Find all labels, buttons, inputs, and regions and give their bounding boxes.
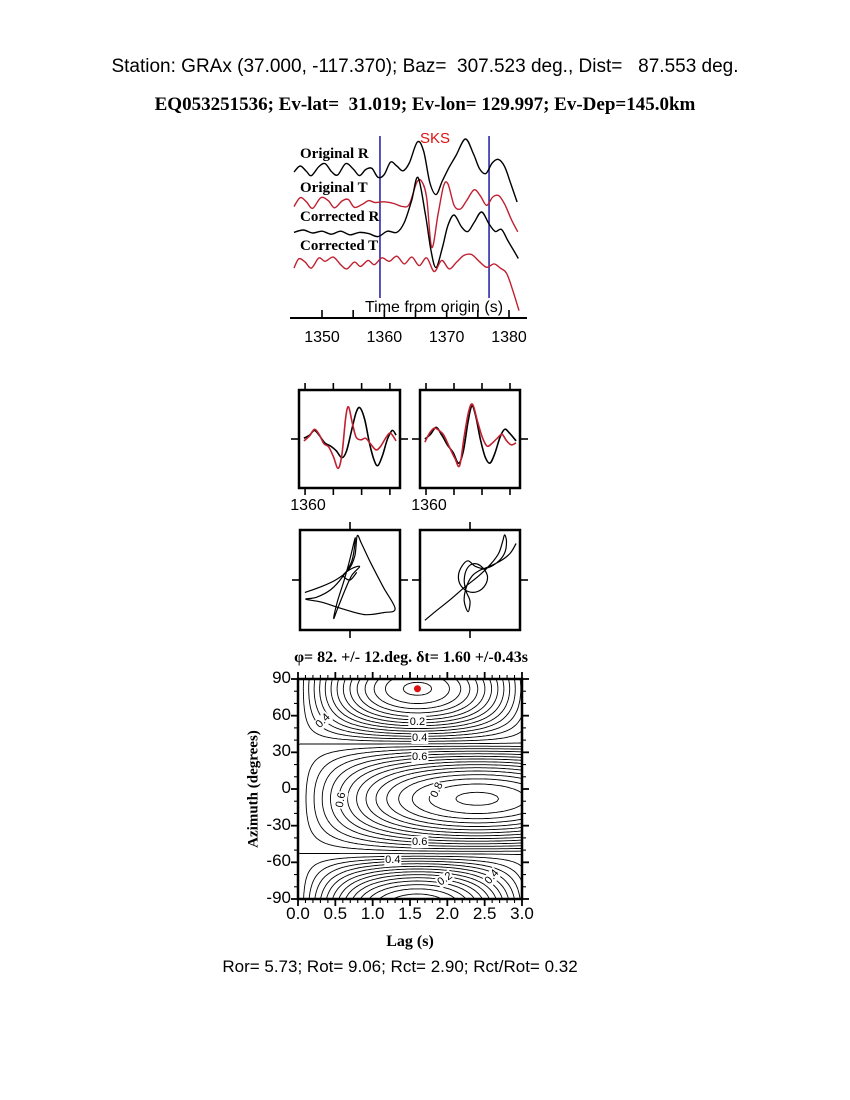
pair-panel-2-tick-label: 1360 bbox=[411, 497, 447, 514]
contour-value-label: 0.4 bbox=[412, 731, 428, 744]
azimuth-tick-label: 60 bbox=[272, 704, 291, 724]
phase-label: SKS bbox=[419, 130, 451, 147]
contour-value-label: 0.8 bbox=[428, 780, 446, 800]
lag-tick-label: 1.5 bbox=[398, 904, 422, 923]
contour-value-label: 0.4 bbox=[312, 710, 333, 731]
waveform-panel bbox=[290, 136, 527, 318]
contour-value-label: 0.2 bbox=[435, 870, 455, 889]
azimuth-tick-label: -30 bbox=[266, 814, 291, 834]
energy-ratio-stats: Ror= 5.73; Rot= 9.06; Rct= 2.90; Rct/Rot= 0.32 bbox=[222, 957, 578, 976]
trace-label-original-r: Original R bbox=[300, 146, 369, 162]
particle-motion-panels bbox=[292, 522, 528, 638]
azimuth-tick-label: 0 bbox=[281, 778, 291, 797]
best-solution-marker bbox=[414, 685, 421, 692]
contour-value-label: 0.4 bbox=[385, 853, 401, 866]
lag-tick-label: 3.0 bbox=[510, 904, 534, 923]
error-surface-ylabel: Azimuth (degrees) bbox=[245, 730, 262, 848]
time-axis-tick-label: 1360 bbox=[366, 329, 403, 346]
particle-motion-path-1 bbox=[305, 535, 395, 618]
azimuth-tick-label: -60 bbox=[266, 851, 291, 871]
contour-value-label: 0.2 bbox=[409, 715, 426, 728]
error-surface-title: φ= 82. +/- 12.deg. δt= 1.60 +/-0.43s bbox=[294, 649, 528, 666]
contour-value-label: 0.6 bbox=[412, 751, 428, 764]
pair-trace-red bbox=[425, 404, 516, 467]
trace-label-corrected-r: Corrected R bbox=[300, 209, 380, 225]
azimuth-tick-label: 90 bbox=[272, 668, 291, 687]
pair-panel-1-tick-label: 1360 bbox=[290, 497, 326, 514]
trace-label-original-t: Original T bbox=[300, 180, 368, 196]
trace-label-corrected-t: Corrected T bbox=[300, 238, 379, 254]
contour-value-label: 0.6 bbox=[412, 835, 428, 848]
error-surface-xlabel: Lag (s) bbox=[386, 933, 434, 950]
azimuth-tick-label: -90 bbox=[266, 888, 291, 907]
time-axis-tick-label: 1370 bbox=[428, 329, 465, 346]
lag-tick-label: 0.5 bbox=[323, 904, 348, 923]
figure-title: Station: GRAx (37.000, -117.370); Baz= 307.523 deg., Dist= 87.553 deg. bbox=[111, 56, 739, 77]
contour-value-label: 0.6 bbox=[334, 791, 349, 809]
error-surface-contours bbox=[298, 679, 522, 899]
particle-motion-path-2 bbox=[425, 535, 516, 620]
figure-subtitle: EQ053251536; Ev-lat= 31.019; Ev-lon= 129.997; Ev-Dep=145.0km bbox=[154, 94, 696, 115]
lag-tick-label: 2.5 bbox=[472, 904, 497, 923]
pair-panels bbox=[291, 383, 528, 495]
lag-tick-label: 1.0 bbox=[360, 904, 385, 923]
time-axis-tick-label: 1380 bbox=[491, 329, 527, 346]
contour-value-label: 0.4 bbox=[482, 867, 502, 887]
lag-tick-label: 2.0 bbox=[435, 904, 460, 923]
time-axis-tick-label: 1350 bbox=[304, 329, 340, 346]
pair-trace-black bbox=[304, 407, 396, 465]
lag-tick-label: 0.0 bbox=[286, 904, 310, 923]
waveform-xaxis-label: Time from origin (s) bbox=[364, 299, 504, 316]
azimuth-tick-label: 30 bbox=[272, 741, 291, 761]
